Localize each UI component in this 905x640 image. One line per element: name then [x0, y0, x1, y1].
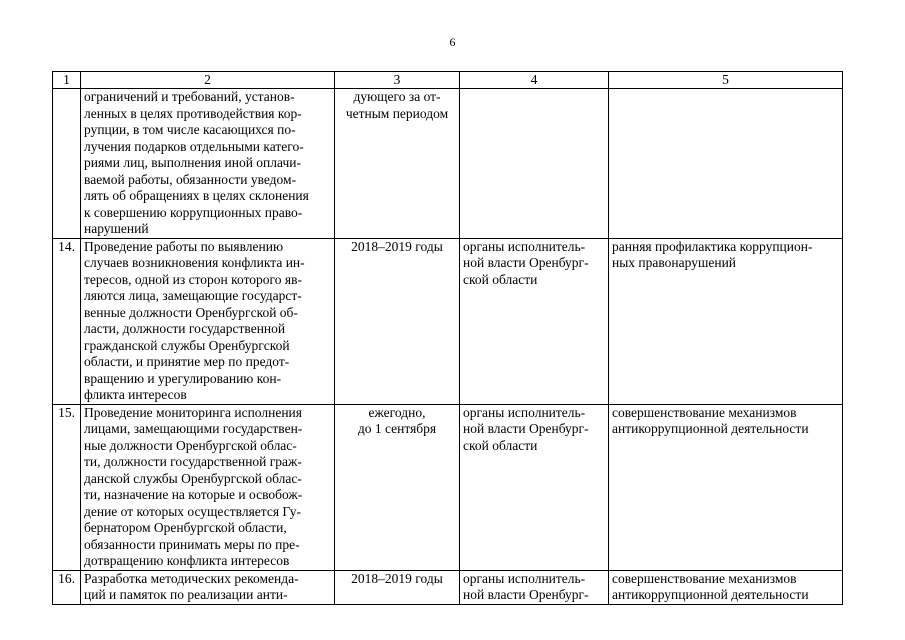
executor-line: ной власти Оренбург-	[463, 587, 589, 602]
result-line: ных правонарушений	[612, 255, 737, 270]
measure-line: риями лиц, выполнения иной оплачи-	[84, 155, 301, 170]
measure-line: лучения подарков отдельными катего-	[84, 138, 304, 154]
measure-line: ные должности Оренбургской облас-	[84, 437, 297, 453]
executor-cell	[460, 570, 609, 604]
period-cell	[335, 238, 460, 404]
column-header: 4	[460, 72, 609, 89]
measure-line: ваемой работы, обязанности уведом-	[84, 171, 297, 187]
period-cell	[335, 404, 460, 570]
measure-line: венные должности Оренбургской об-	[84, 304, 298, 320]
executor-line: органы исполнитель-	[463, 404, 586, 420]
result-line: совершенствование механизмов	[612, 570, 797, 586]
measure-line: Проведение работы по выявлению	[84, 238, 284, 254]
executor-cell	[460, 89, 609, 239]
row-number-cell: 16.	[53, 570, 81, 604]
table-row	[53, 404, 843, 570]
measure-line: ленных в целях противодействия кор-	[84, 105, 302, 121]
executor-line: органы исполнитель-	[463, 238, 586, 254]
result-line: ранняя профилактика коррупцион-	[612, 238, 813, 254]
period-cell	[335, 570, 460, 604]
column-header: 2	[81, 72, 335, 89]
measure-line: дотвращению конфликта интересов	[84, 553, 290, 568]
measure-line: ти, должности государственной граж-	[84, 454, 302, 469]
measure-line: дение от которых осуществляется Гу-	[84, 503, 301, 519]
measure-line: ограничений и требований, установ-	[84, 89, 295, 104]
measure-line: ти, назначение на которые и освобож-	[84, 487, 303, 502]
period-line: ежегодно,	[368, 404, 426, 420]
table-row	[53, 238, 843, 404]
measure-line: Разработка методических рекоменда-	[84, 570, 299, 586]
measure-cell	[81, 89, 335, 239]
period-line: дующего за от-	[353, 89, 441, 104]
measure-line: случаев возникновения конфликта ин-	[84, 255, 305, 270]
result-cell	[609, 404, 843, 570]
table-row	[53, 89, 843, 239]
period-line: четным периодом	[345, 105, 449, 121]
executor-cell	[460, 238, 609, 404]
measure-line: области, и принятие мер по предот-	[84, 354, 290, 369]
measures-table	[52, 71, 843, 605]
measure-line: ляются лица, замещающие государст-	[84, 288, 302, 303]
measure-line: бернатором Оренбургской области,	[84, 520, 287, 535]
measure-line: фликта интересов	[84, 387, 187, 402]
executor-line: ской области	[463, 437, 538, 453]
measure-line: данской службы Оренбургской облас-	[84, 470, 302, 486]
result-line: антикоррупционной деятельности	[612, 587, 809, 602]
executor-cell	[460, 404, 609, 570]
measure-line: лицами, замещающими государствен-	[84, 421, 303, 436]
measure-line: ций и памяток по реализации анти-	[84, 587, 288, 602]
row-number-cell	[53, 89, 81, 239]
result-line: совершенствование механизмов	[612, 404, 797, 420]
measure-cell	[81, 404, 335, 570]
column-header: 3	[335, 72, 460, 89]
column-header: 1	[53, 72, 81, 89]
table-header-row	[53, 72, 843, 89]
measure-line: ласти, должности государственной	[84, 321, 286, 336]
result-line: антикоррупционной деятельности	[612, 421, 809, 436]
result-cell	[609, 89, 843, 239]
executor-line: ной власти Оренбург-	[463, 421, 589, 436]
period-line: до 1 сентября	[357, 421, 437, 436]
executor-line: ской области	[463, 271, 538, 287]
result-cell	[609, 570, 843, 604]
period-line: 2018–2019 годы	[351, 570, 443, 586]
measure-cell	[81, 570, 335, 604]
measure-line: к совершению коррупционных право-	[84, 204, 303, 220]
measure-line: нарушений	[84, 221, 149, 236]
measure-line: лять об обращениях в целях склонения	[84, 188, 309, 203]
measure-line: Проведение мониторинга исполнения	[84, 404, 302, 420]
period-line: 2018–2019 годы	[351, 238, 443, 254]
column-header: 5	[609, 72, 843, 89]
table-row	[53, 570, 843, 604]
executor-line: ной власти Оренбург-	[463, 255, 589, 270]
measure-cell	[81, 238, 335, 404]
page-number: 6	[449, 35, 456, 49]
period-cell	[335, 89, 460, 239]
row-number-cell: 14.	[53, 238, 81, 404]
measure-line: тересов, одной из сторон которого яв-	[84, 271, 302, 287]
measure-line: гражданской службы Оренбургской	[84, 337, 290, 353]
measure-line: вращению и урегулированию кон-	[84, 370, 282, 386]
measure-line: рупции, в том числе касающихся по-	[84, 122, 296, 137]
row-number-cell: 15.	[53, 404, 81, 570]
measure-line: обязанности принимать меры по пре-	[84, 536, 300, 552]
executor-line: органы исполнитель-	[463, 570, 586, 586]
result-cell	[609, 238, 843, 404]
